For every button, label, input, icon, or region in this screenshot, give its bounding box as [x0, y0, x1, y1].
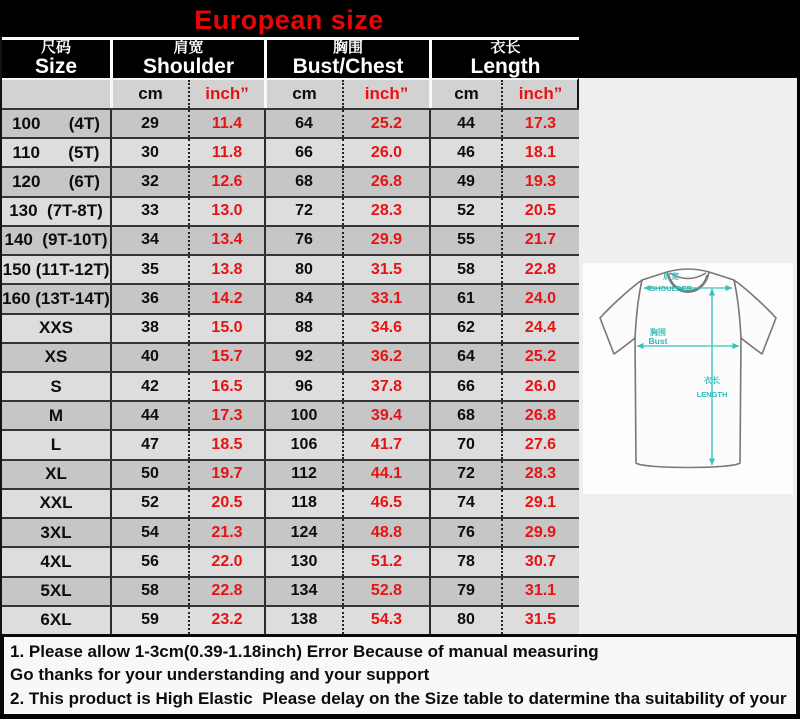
length-inch-cell: 17.3: [501, 110, 578, 137]
length-cm-cell: 52: [429, 198, 501, 225]
bust-cm-cell: 130: [264, 548, 342, 575]
units-length-inch: inch”: [501, 80, 578, 108]
shoulder-inch-cell: 12.6: [188, 168, 264, 195]
bust-inch-cell: 26.0: [342, 139, 429, 166]
bust-inch-cell: 26.8: [342, 168, 429, 195]
shoulder-cm-cell: 35: [110, 256, 188, 283]
length-inch-cell: 28.3: [501, 461, 578, 488]
table-row: [2, 313, 579, 342]
shoulder-inch-cell: 23.2: [188, 607, 264, 634]
size-cell: 130 (7T-8T): [9, 201, 103, 221]
size-cell: XXL: [39, 493, 73, 513]
shoulder-inch-cell: 22.0: [188, 548, 264, 575]
shoulder-inch-cell: 19.7: [188, 461, 264, 488]
bust-inch-cell: 46.5: [342, 490, 429, 517]
length-inch-cell: 26.0: [501, 373, 578, 400]
shoulder-cm-cell: 33: [110, 198, 188, 225]
shoulder-inch-cell: 18.5: [188, 431, 264, 458]
shoulder-inch-cell: 16.5: [188, 373, 264, 400]
bust-cm-cell: 84: [264, 285, 342, 312]
length-cm-cell: 78: [429, 548, 501, 575]
length-cm-cell: 49: [429, 168, 501, 195]
bust-cm-cell: 72: [264, 198, 342, 225]
size-cell: 100 (4T): [12, 113, 100, 133]
length-label-en: LENGTH: [696, 390, 728, 399]
bust-cm-cell: 138: [264, 607, 342, 634]
bust-cm-cell: 124: [264, 519, 342, 546]
table-row: [2, 371, 579, 400]
shoulder-inch-cell: 13.8: [188, 256, 264, 283]
units-bust-inch: inch”: [342, 80, 429, 108]
bust-inch-cell: 44.1: [342, 461, 429, 488]
shoulder-cm-cell: 29: [110, 110, 188, 137]
length-label-zh: 衣长: [704, 376, 720, 385]
length-cm-cell: 74: [429, 490, 501, 517]
shoulder-inch-cell: 13.0: [188, 198, 264, 225]
header-bust: [264, 40, 429, 78]
units-length-cm: cm: [429, 80, 501, 108]
shoulder-cm-cell: 36: [110, 285, 188, 312]
size-cell: 3XL: [40, 522, 72, 542]
size-cell: XS: [44, 347, 68, 367]
shoulder-label-zh: 肩宽: [663, 272, 679, 281]
shoulder-cm-cell: 54: [110, 519, 188, 546]
length-inch-cell: 21.7: [501, 227, 578, 254]
shoulder-inch-cell: 17.3: [188, 402, 264, 429]
units-bust-cm: cm: [264, 80, 342, 108]
bust-inch-cell: 31.5: [342, 256, 429, 283]
table-row: [2, 196, 579, 225]
bust-inch-cell: 25.2: [342, 110, 429, 137]
notes-section: [0, 634, 800, 714]
length-cm-cell: 64: [429, 344, 501, 371]
table-row: [2, 225, 579, 254]
shoulder-inch-cell: 14.2: [188, 285, 264, 312]
page-title: European size: [194, 5, 384, 35]
length-inch-cell: 29.9: [501, 519, 578, 546]
length-cm-cell: 66: [429, 373, 501, 400]
length-inch-cell: 20.5: [501, 198, 578, 225]
length-inch-cell: 26.8: [501, 402, 578, 429]
bust-cm-cell: 88: [264, 315, 342, 342]
length-cm-cell: 44: [429, 110, 501, 137]
table-row: [2, 108, 579, 137]
bust-label-zh: 胸围: [650, 328, 666, 337]
bust-cm-cell: 112: [264, 461, 342, 488]
shoulder-inch-cell: 15.0: [188, 315, 264, 342]
bust-inch-cell: 37.8: [342, 373, 429, 400]
header-length: [429, 40, 579, 78]
size-cell: 140 (9T-10T): [4, 230, 108, 250]
length-inch-cell: 31.5: [501, 607, 578, 634]
tshirt-outline-icon: [600, 269, 776, 468]
shoulder-cm-cell: 52: [110, 490, 188, 517]
note-line-1: 1. Please allow 1-3cm(0.39-1.18inch) Error Because of manual measuring: [10, 641, 599, 661]
table-row: [2, 576, 579, 605]
shoulder-cm-cell: 56: [110, 548, 188, 575]
header-length-en: Length: [470, 54, 541, 78]
bust-cm-cell: 92: [264, 344, 342, 371]
length-cm-cell: 61: [429, 285, 501, 312]
bust-inch-cell: 28.3: [342, 198, 429, 225]
shoulder-inch-cell: 20.5: [188, 490, 264, 517]
bust-inch-cell: 48.8: [342, 519, 429, 546]
header-length-zh: 衣长: [490, 39, 521, 57]
shoulder-label-en: SHOULDER: [649, 284, 693, 293]
header-shoulder: [110, 40, 264, 78]
length-cm-cell: 70: [429, 431, 501, 458]
length-inch-cell: 18.1: [501, 139, 578, 166]
shoulder-cm-cell: 42: [110, 373, 188, 400]
shoulder-cm-cell: 59: [110, 607, 188, 634]
shoulder-cm-cell: 30: [110, 139, 188, 166]
table-row: [2, 137, 579, 166]
size-cell: 4XL: [40, 551, 72, 571]
header-bust-zh: 胸围: [332, 39, 363, 57]
header-bust-en: Bust/Chest: [292, 54, 404, 78]
table-row: [2, 459, 579, 488]
table-row: [2, 488, 579, 517]
units-empty-cell: [2, 80, 110, 108]
shoulder-cm-cell: 47: [110, 431, 188, 458]
bust-cm-cell: 64: [264, 110, 342, 137]
length-inch-cell: 24.0: [501, 285, 578, 312]
size-cell: 150 (11T-12T): [2, 259, 110, 279]
length-inch-cell: 29.1: [501, 490, 578, 517]
bust-cm-cell: 100: [264, 402, 342, 429]
bust-inch-cell: 36.2: [342, 344, 429, 371]
length-inch-cell: 22.8: [501, 256, 578, 283]
length-inch-cell: 25.2: [501, 344, 578, 371]
bust-cm-cell: 134: [264, 578, 342, 605]
bust-cm-cell: 66: [264, 139, 342, 166]
shoulder-inch-cell: 11.8: [188, 139, 264, 166]
shoulder-cm-cell: 32: [110, 168, 188, 195]
size-cell: 110 (5T): [12, 142, 100, 162]
length-inch-cell: 27.6: [501, 431, 578, 458]
shoulder-cm-cell: 34: [110, 227, 188, 254]
length-cm-cell: 62: [429, 315, 501, 342]
size-cell: 6XL: [40, 610, 72, 630]
bust-inch-cell: 39.4: [342, 402, 429, 429]
length-cm-cell: 55: [429, 227, 501, 254]
bust-inch-cell: 41.7: [342, 431, 429, 458]
bust-cm-cell: 76: [264, 227, 342, 254]
title-wrap: [0, 0, 578, 36]
header-shoulder-en: Shoulder: [142, 54, 234, 78]
table-row: [2, 283, 579, 312]
shoulder-cm-cell: 44: [110, 402, 188, 429]
size-cell: 160 (13T-14T): [2, 288, 110, 308]
bust-cm-cell: 96: [264, 373, 342, 400]
bust-inch-cell: 51.2: [342, 548, 429, 575]
units-shoulder-cm: cm: [110, 80, 188, 108]
table-header-row: [2, 37, 579, 78]
size-cell: M: [48, 405, 64, 425]
header-size-en: Size: [34, 54, 78, 78]
size-table: [0, 37, 579, 634]
bust-inch-cell: 34.6: [342, 315, 429, 342]
table-row: [2, 400, 579, 429]
shoulder-inch-cell: 22.8: [188, 578, 264, 605]
bust-cm-cell: 68: [264, 168, 342, 195]
bust-cm-cell: 118: [264, 490, 342, 517]
length-cm-cell: 79: [429, 578, 501, 605]
table-row: [2, 342, 579, 371]
length-inch-cell: 19.3: [501, 168, 578, 195]
length-cm-cell: 72: [429, 461, 501, 488]
length-inch-cell: 31.1: [501, 578, 578, 605]
shoulder-inch-cell: 15.7: [188, 344, 264, 371]
shoulder-cm-cell: 50: [110, 461, 188, 488]
table-units-row: [2, 78, 579, 108]
header-shoulder-zh: 肩宽: [173, 39, 204, 57]
shoulder-cm-cell: 38: [110, 315, 188, 342]
bust-cm-cell: 80: [264, 256, 342, 283]
header-size-zh: 尺码: [40, 39, 71, 57]
length-cm-cell: 46: [429, 139, 501, 166]
length-cm-cell: 80: [429, 607, 501, 634]
bust-inch-cell: 52.8: [342, 578, 429, 605]
shoulder-inch-cell: 13.4: [188, 227, 264, 254]
table-row: [2, 605, 579, 634]
length-cm-cell: 68: [429, 402, 501, 429]
right-panel: [579, 78, 797, 634]
bust-cm-cell: 106: [264, 431, 342, 458]
length-inch-cell: 24.4: [501, 315, 578, 342]
bust-inch-cell: 29.9: [342, 227, 429, 254]
table-row: [2, 546, 579, 575]
shoulder-inch-cell: 11.4: [188, 110, 264, 137]
table-row: [2, 517, 579, 546]
units-shoulder-inch: inch”: [188, 80, 264, 108]
size-cell: L: [50, 435, 62, 455]
length-cm-cell: 58: [429, 256, 501, 283]
shoulder-cm-cell: 58: [110, 578, 188, 605]
note-line-2: Go thanks for your understanding and your support: [10, 665, 430, 685]
table-row: [2, 254, 579, 283]
table-body: [2, 108, 581, 634]
size-cell: 120 (6T): [12, 172, 100, 192]
size-cell: 5XL: [40, 581, 72, 601]
bust-inch-cell: 54.3: [342, 607, 429, 634]
length-inch-cell: 30.7: [501, 548, 578, 575]
size-cell: XL: [45, 464, 67, 484]
note-line-3: 2. This product is High Elastic Please delay on the Size table to datermine tha suitability of your: [10, 689, 787, 709]
size-cell: S: [50, 376, 62, 396]
shoulder-inch-cell: 21.3: [188, 519, 264, 546]
length-cm-cell: 76: [429, 519, 501, 546]
shoulder-cm-cell: 40: [110, 344, 188, 371]
top-banner: [0, 0, 800, 37]
tshirt-diagram-svg: [583, 263, 793, 494]
table-row: [2, 166, 579, 195]
header-size: [2, 40, 110, 78]
bust-label-en: Bust: [648, 336, 668, 346]
table-row: [2, 429, 579, 458]
size-cell: XXS: [38, 318, 74, 338]
tshirt-measure-diagram: [583, 263, 793, 494]
bust-inch-cell: 33.1: [342, 285, 429, 312]
